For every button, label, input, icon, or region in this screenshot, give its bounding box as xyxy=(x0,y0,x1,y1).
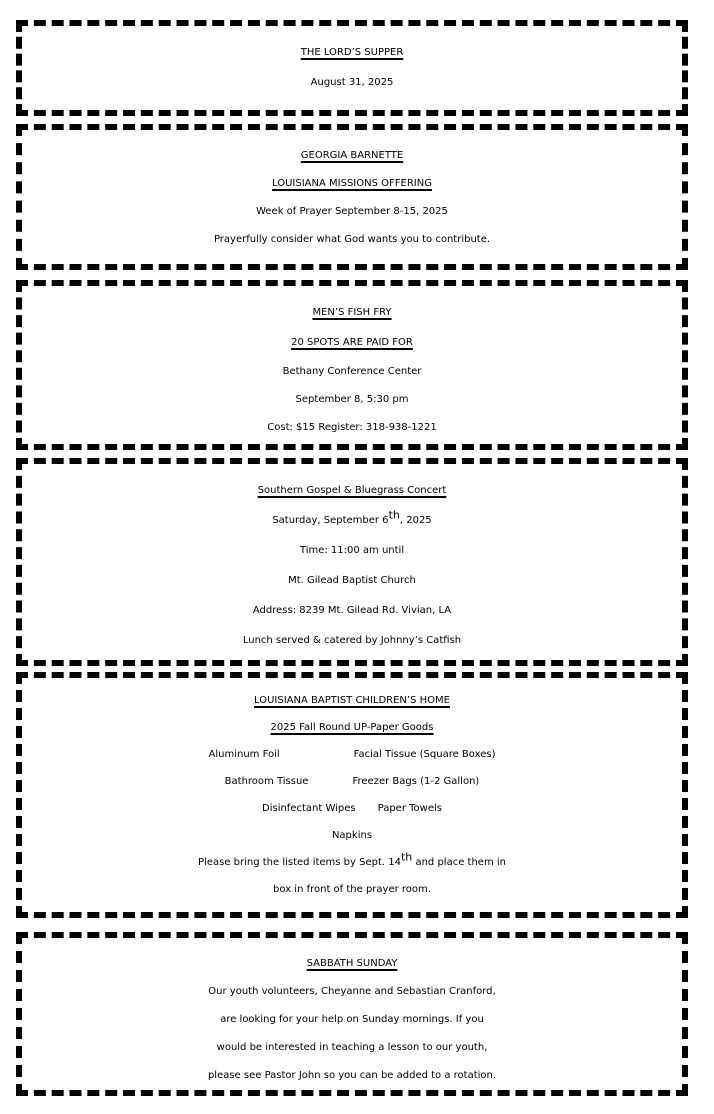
items-row-1 xyxy=(22,741,682,768)
items-row-4 xyxy=(22,822,682,849)
concert-lunch: Lunch served & catered by Johnny’s Catfish xyxy=(242,635,462,646)
list-item: Bathroom Tissue xyxy=(224,776,309,787)
lords-supper-date: August 31, 2025 xyxy=(310,77,394,88)
sabbath-line: Our youth volunteers, Cheyanne and Sebastian Cranford, xyxy=(208,986,496,997)
items-row-2 xyxy=(22,768,682,795)
list-item: Napkins xyxy=(331,830,373,841)
childrens-home-instruction-line2: box in front of the prayer room. xyxy=(273,884,431,895)
lords-supper-title: THE LORD’S SUPPER xyxy=(300,47,404,58)
concert-church: Mt. Gilead Baptist Church xyxy=(288,575,416,586)
sabbath-title: SABBATH SUNDAY xyxy=(306,958,398,969)
missions-week: Week of Prayer September 8-15, 2025 xyxy=(256,206,448,217)
fish-fry-title: MEN’S FISH FRY xyxy=(312,307,392,318)
list-item: Paper Towels xyxy=(377,803,442,814)
fish-fry-when: September 8, 5:30 pm xyxy=(295,394,409,405)
childrens-home-instruction: Please bring the listed items by Sept. 14th and place them in xyxy=(198,850,506,868)
concert-date: Saturday, September 6th, 2025 xyxy=(272,508,432,526)
fish-fry-box xyxy=(16,280,688,450)
missions-offering-box xyxy=(16,124,688,270)
concert-title: Southern Gospel & Bluegrass Concert xyxy=(257,485,447,496)
missions-name: GEORGIA BARNETTE xyxy=(300,150,404,161)
childrens-home-box xyxy=(16,672,688,918)
list-item: Freezer Bags (1-2 Gallon) xyxy=(352,776,480,787)
childrens-home-subtitle: 2025 Fall Round UP-Paper Goods xyxy=(270,722,434,733)
sabbath-line: are looking for your help on Sunday mornings. If you xyxy=(220,1014,484,1025)
concert-box xyxy=(16,458,688,666)
fish-fry-cost: Cost: $15 Register: 318-938-1221 xyxy=(267,422,437,433)
lords-supper-box xyxy=(16,20,688,116)
childrens-home-title: LOUISIANA BAPTIST CHILDREN’S HOME xyxy=(254,695,450,706)
list-item: Facial Tissue (Square Boxes) xyxy=(353,749,496,760)
sabbath-line: please see Pastor John so you can be added to a rotation. xyxy=(207,1070,497,1081)
items-row-3 xyxy=(22,795,682,822)
missions-note: Prayerfully consider what God wants you to contribute. xyxy=(213,234,491,245)
missions-offering-title: LOUISIANA MISSIONS OFFERING xyxy=(272,178,432,189)
concert-address: Address: 8239 Mt. Gilead Rd. Vivian, LA xyxy=(252,605,452,616)
list-item: Disinfectant Wipes xyxy=(262,803,356,814)
fish-fry-spots: 20 SPOTS ARE PAID FOR xyxy=(291,337,413,348)
sabbath-sunday-box xyxy=(16,932,688,1096)
sabbath-line: would be interested in teaching a lesson to our youth, xyxy=(216,1042,488,1053)
list-item: Aluminum Foil xyxy=(208,749,280,760)
fish-fry-venue: Bethany Conference Center xyxy=(282,366,422,377)
concert-time: Time: 11:00 am until xyxy=(299,545,405,556)
